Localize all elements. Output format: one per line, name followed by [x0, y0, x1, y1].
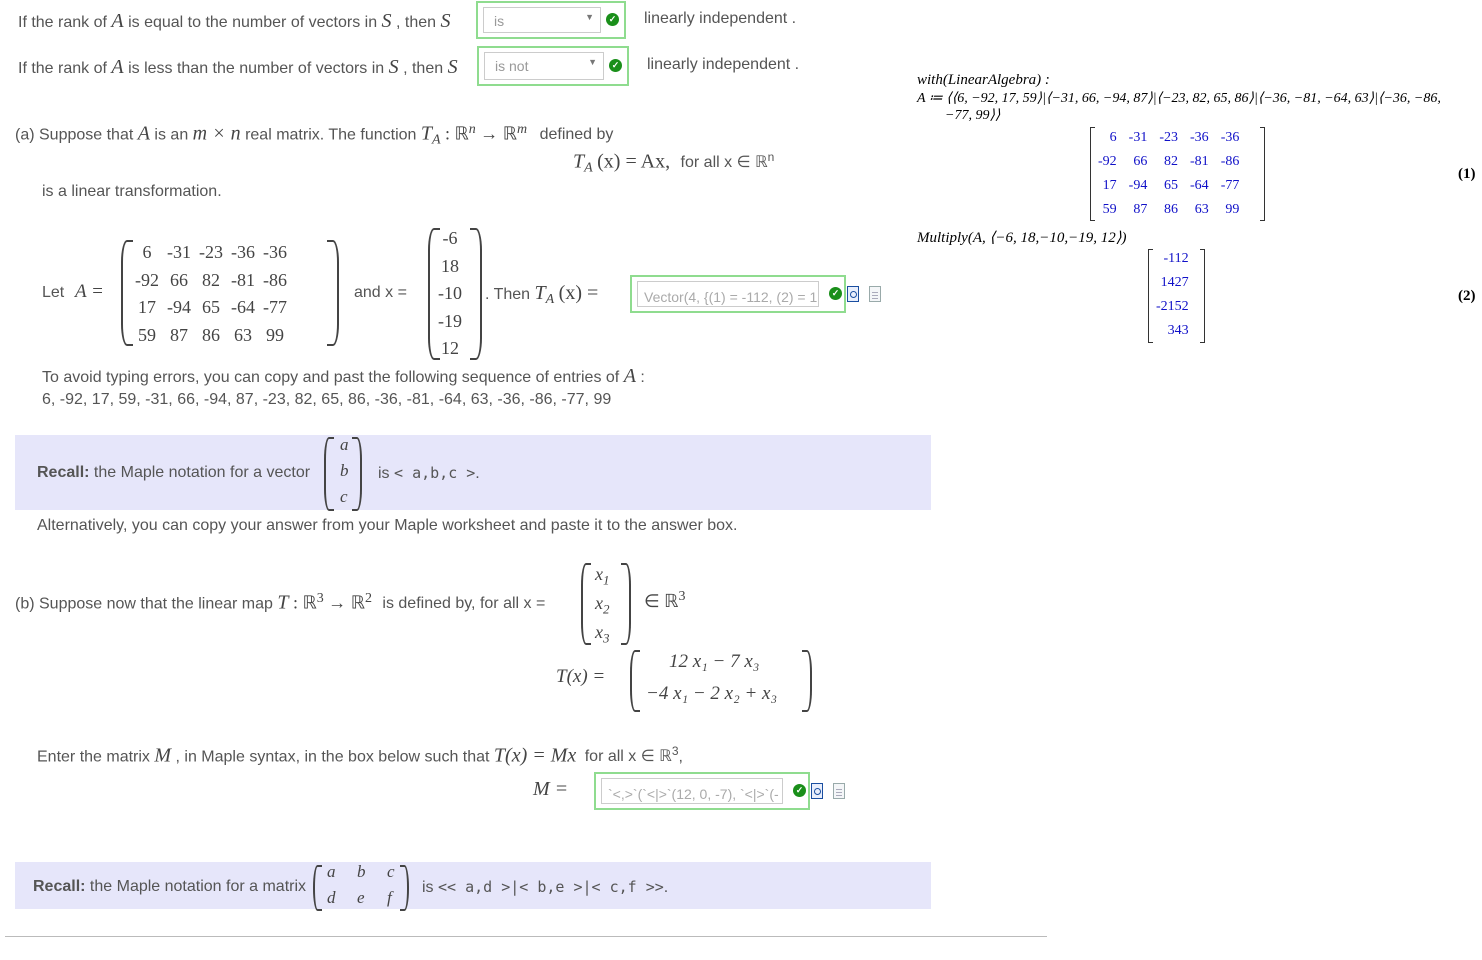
recall-vector-right-paren	[352, 437, 362, 511]
matrix-cell: 66	[170, 269, 188, 290]
in-r-exp: 3	[678, 589, 686, 604]
defined-text: is defined by, for all x =	[382, 595, 546, 613]
recall-is: is	[378, 465, 390, 482]
x3	[595, 622, 610, 647]
recall-dot: .	[663, 879, 669, 896]
matrix-cell: -36	[231, 242, 255, 263]
part-a-intro-text: (a) Suppose that	[15, 126, 134, 144]
t-left-paren	[630, 650, 640, 712]
vector-cell: -6	[442, 228, 458, 249]
recall-matrix-b: b	[357, 862, 366, 881]
var-s: S	[440, 10, 451, 32]
x-entry: x	[595, 622, 603, 642]
copy-colon: :	[640, 369, 645, 386]
vector-cell: -10	[438, 283, 462, 304]
recall-vector-text: the Maple notation for a vector	[93, 464, 311, 481]
maple-result-cell: -2152	[1156, 299, 1189, 314]
independence-select-1[interactable]	[476, 1, 626, 39]
let-a: A =	[75, 281, 104, 302]
maple-cell: 17	[1102, 178, 1117, 193]
then-text	[485, 282, 598, 308]
part-b-intro	[15, 591, 545, 614]
x2	[595, 593, 610, 618]
maple-cell: 99	[1225, 202, 1240, 217]
vector-cell: 18	[441, 255, 459, 276]
var-a: A	[111, 56, 124, 78]
matrix-row	[131, 294, 291, 322]
equation-label-2: (2)	[1458, 288, 1476, 304]
for-all-exp: n	[767, 150, 775, 164]
matrix-cell: 87	[170, 324, 188, 345]
recall-matrix-c: c	[387, 862, 395, 881]
func-t: T	[420, 122, 432, 145]
check-icon: ✓	[829, 287, 842, 300]
answer-b-input[interactable]: `<,>`(`<|>`(12, 0, -7), `<|>`(-	[601, 778, 783, 804]
maple-cell: 6	[1109, 130, 1117, 145]
var-a: A	[111, 10, 124, 32]
enter-matrix-line	[37, 744, 683, 767]
maple-cell: -23	[1159, 130, 1179, 145]
maple-cell: 82	[1164, 154, 1179, 169]
recall-matrix-f: f	[387, 888, 392, 907]
matrix-row	[131, 239, 291, 267]
maple-cell: -64	[1190, 178, 1209, 193]
chevron-down-icon[interactable]: ▼	[585, 12, 594, 22]
arrow-r: → ℝ	[328, 592, 365, 613]
matrix-a-right-paren	[327, 240, 339, 346]
recall-vector-label	[37, 464, 310, 482]
t-lhs: T(x) =	[556, 666, 606, 687]
equation-label-1: (1)	[1458, 166, 1476, 182]
answer-a-input[interactable]: Vector(4, {(1) = -112, (2) = 1	[637, 281, 819, 307]
matrix-cell: 65	[202, 297, 220, 318]
select-value[interactable]: is	[483, 7, 601, 33]
domain: : ℝ	[292, 592, 317, 613]
map-t: T	[277, 591, 289, 614]
matrix-cell: -77	[263, 297, 287, 318]
m-label: M =	[533, 778, 569, 800]
maple-assignment-line1: A ≔ ⟨⟨6, −92, 17, 59⟩|⟨−31, 66, −94, 87⟩|⟨−23, 82, 65, 86⟩|⟨−36, −81, −64, 63⟩|⟨−36, −86,	[917, 91, 1441, 106]
eq-lhs-sub: A	[584, 160, 593, 176]
maple-cell: -36	[1220, 130, 1240, 145]
recall-matrix-right-paren	[400, 865, 409, 911]
rank-row-2-suffix: linearly independent .	[647, 56, 800, 73]
answer-box-b[interactable]	[594, 772, 810, 810]
recall-vector-b: b	[340, 461, 349, 480]
matrix-cell: 59	[138, 324, 156, 345]
copy-note	[42, 365, 645, 388]
t-row-1: 12 x₁ − 7 x₃	[669, 651, 760, 672]
part-b-intro-text: (b) Suppose now that the linear map	[15, 595, 273, 613]
copy-note-text: To avoid typing errors, you can copy and past the following sequence of entries of	[42, 369, 620, 386]
matrix-cell: 99	[266, 324, 284, 345]
part-a-intro	[15, 122, 613, 149]
matrix-cell: 63	[234, 324, 252, 345]
eq-lhs: T	[573, 150, 585, 173]
maple-result-cell: -112	[1163, 251, 1189, 266]
exp-n: n	[468, 122, 476, 137]
x-entry: x	[595, 593, 603, 613]
recall-vector-code-line	[378, 464, 480, 483]
vector-x-right-paren	[470, 228, 482, 360]
dims: m × n	[192, 122, 241, 145]
recall-matrix-label	[33, 878, 306, 896]
t-row-2: −4 x₁ − 2 x₂ + x₃	[646, 683, 778, 704]
in-r3	[644, 589, 685, 612]
maple-cell: 66	[1133, 154, 1148, 169]
defined-by-text: defined by	[539, 126, 614, 144]
maple-vector-output	[1150, 247, 1195, 343]
maple-cell: -77	[1220, 178, 1240, 193]
matrix-cell: -31	[167, 242, 191, 263]
independence-select-2[interactable]	[477, 46, 629, 86]
for-all-text: for all x ∈ ℝ	[680, 154, 768, 172]
func-sub: A	[432, 132, 441, 148]
recall-dot: .	[475, 465, 480, 482]
x-entry: x	[595, 564, 603, 584]
x-sub: 3	[603, 630, 610, 646]
preview-icon[interactable]	[811, 783, 823, 799]
maple-cell: -92	[1098, 154, 1117, 169]
recall-is: is	[422, 879, 434, 896]
help-doc-icon[interactable]	[833, 783, 845, 799]
enter-comma: ,	[678, 748, 683, 766]
let-text: Let	[42, 284, 65, 301]
help-doc-icon[interactable]	[869, 286, 881, 302]
matrix-cell: 17	[138, 297, 156, 318]
vector-cell: -19	[438, 310, 462, 331]
recall-matrix-box	[15, 862, 931, 909]
x1	[595, 564, 610, 589]
divider	[5, 936, 1047, 937]
maple-with-command: with(LinearAlgebra) :	[917, 72, 1050, 88]
recall-matrix-d: d	[327, 888, 336, 907]
then-label: . Then	[485, 286, 531, 303]
var-s: S	[388, 56, 399, 78]
vector-cell: 12	[441, 338, 459, 359]
mapping: : ℝ	[445, 123, 469, 144]
enter-eq: T(x) = Mx	[493, 744, 577, 767]
maple-matrix-output	[1092, 126, 1245, 222]
maple-cell: 65	[1164, 178, 1179, 193]
alternative-note: Alternatively, you can copy your answer from your Maple worksheet and paste it to the answer box.	[37, 517, 738, 534]
is-an-text: is an	[154, 126, 189, 144]
matrix-cell: 82	[202, 269, 220, 290]
recall-matrix-code-line	[422, 878, 668, 897]
rank-row-2-then: , then	[403, 60, 444, 77]
real-matrix-text: real matrix. The function	[245, 126, 417, 144]
matrix-cell: -92	[135, 269, 159, 290]
rank-row-2-prefix: If the rank of	[18, 60, 107, 77]
t-right-paren	[802, 650, 812, 712]
answer-box-a[interactable]	[630, 275, 846, 313]
select-value[interactable]: is not	[484, 52, 604, 80]
then-t: T	[534, 282, 546, 304]
var-s: S	[381, 10, 392, 32]
recall-matrix-e: e	[357, 888, 365, 907]
recall-vector-a: a	[340, 435, 349, 454]
rank-row-1-suffix: linearly independent .	[644, 10, 797, 27]
maple-cell: -86	[1220, 154, 1240, 169]
maple-cell: -31	[1128, 130, 1148, 145]
matrix-cell: -23	[199, 242, 223, 263]
maple-cell: -94	[1128, 178, 1148, 193]
vector-x	[434, 225, 466, 363]
recall-bold: Recall:	[33, 878, 86, 895]
matrix-cell: -64	[231, 297, 255, 318]
matrix-cell: 86	[202, 324, 220, 345]
then-rest: (x) =	[558, 282, 599, 304]
rank-row-2	[18, 56, 458, 79]
recall-vector-box	[15, 435, 931, 510]
linear-text: is a linear transformation.	[42, 183, 222, 200]
matrix-row	[131, 322, 291, 350]
maple-result-cell: 1427	[1160, 275, 1189, 290]
matrix-cell: -86	[263, 269, 287, 290]
matrix-cell: -81	[231, 269, 255, 290]
matrix-a	[131, 239, 291, 349]
matrix-row	[131, 267, 291, 295]
maple-cell: 59	[1102, 202, 1117, 217]
x-sub: 2	[603, 601, 610, 617]
rank-row-1-then: , then	[396, 14, 437, 31]
check-icon: ✓	[609, 59, 622, 72]
matrix-cell: -36	[263, 242, 287, 263]
codomain-exp: 2	[364, 591, 372, 606]
definition-equation	[573, 150, 774, 177]
maple-cell: 63	[1194, 202, 1209, 217]
maple-assignment-line2: −77, 99⟩⟩	[945, 108, 1001, 123]
check-icon: ✓	[606, 13, 619, 26]
maple-result-cell: 343	[1167, 323, 1189, 338]
x-vector-left-paren	[581, 563, 591, 645]
x-vector-right-paren	[621, 563, 631, 645]
maple-cell: 87	[1133, 202, 1148, 217]
var-a: A	[137, 122, 150, 145]
then-sub: A	[545, 292, 555, 308]
recall-vector-code: < a,b,c >	[394, 464, 476, 482]
enter-m: M	[154, 744, 172, 767]
enter-rest: , in Maple syntax, in the box below such that	[175, 748, 490, 766]
rank-row-1	[18, 10, 450, 33]
enter-forall: for all x ∈ ℝ	[584, 748, 672, 766]
matrix-cell: 6	[142, 242, 152, 263]
maple-cell: 86	[1164, 202, 1179, 217]
recall-bold: Recall:	[37, 464, 90, 481]
x-sub: 1	[603, 572, 610, 588]
matrix-cell: -94	[167, 297, 191, 318]
recall-matrix-code: << a,d >|< b,e >|< c,f >>	[438, 878, 664, 896]
check-icon: ✓	[793, 784, 806, 797]
enter-exp: 3	[671, 744, 679, 758]
domain-exp: 3	[316, 591, 324, 606]
recall-matrix-a: a	[327, 862, 336, 881]
and-x-text: and x =	[354, 284, 407, 301]
exp-m: m	[517, 122, 528, 137]
arrow-r: → ℝ	[480, 123, 517, 144]
enter-text: Enter the matrix	[37, 748, 150, 766]
recall-vector-left-paren	[324, 437, 334, 511]
maple-multiply-command: Multiply(A, ⟨−6, 18,−10,−19, 12⟩)	[917, 230, 1127, 246]
in-r-text: ∈ ℝ	[644, 591, 679, 611]
chevron-down-icon[interactable]: ▼	[588, 57, 597, 67]
rank-row-1-prefix: If the rank of	[18, 14, 107, 31]
preview-icon[interactable]	[847, 286, 859, 302]
recall-vector-c: c	[340, 487, 348, 506]
eq-rest: (x) = Ax,	[597, 150, 671, 173]
copy-var: A	[623, 365, 636, 387]
recall-matrix-text: the Maple notation for a matrix	[89, 878, 307, 895]
recall-matrix-left-paren	[313, 865, 322, 911]
maple-cell: -36	[1190, 130, 1209, 145]
rank-row-1-middle: is equal to the number of vectors in	[128, 14, 378, 31]
var-s: S	[447, 56, 458, 78]
maple-cell: -81	[1190, 154, 1209, 169]
rank-row-2-middle: is less than the number of vectors in	[128, 60, 385, 77]
maple-matrix-right-bracket	[1260, 127, 1265, 221]
maple-vector-right-bracket	[1200, 249, 1205, 343]
entries-sequence: 6, -92, 17, 59, -31, 66, -94, 87, -23, 82, 65, 86, -36, -81, -64, 63, -36, -86, -77, 99	[42, 391, 612, 408]
